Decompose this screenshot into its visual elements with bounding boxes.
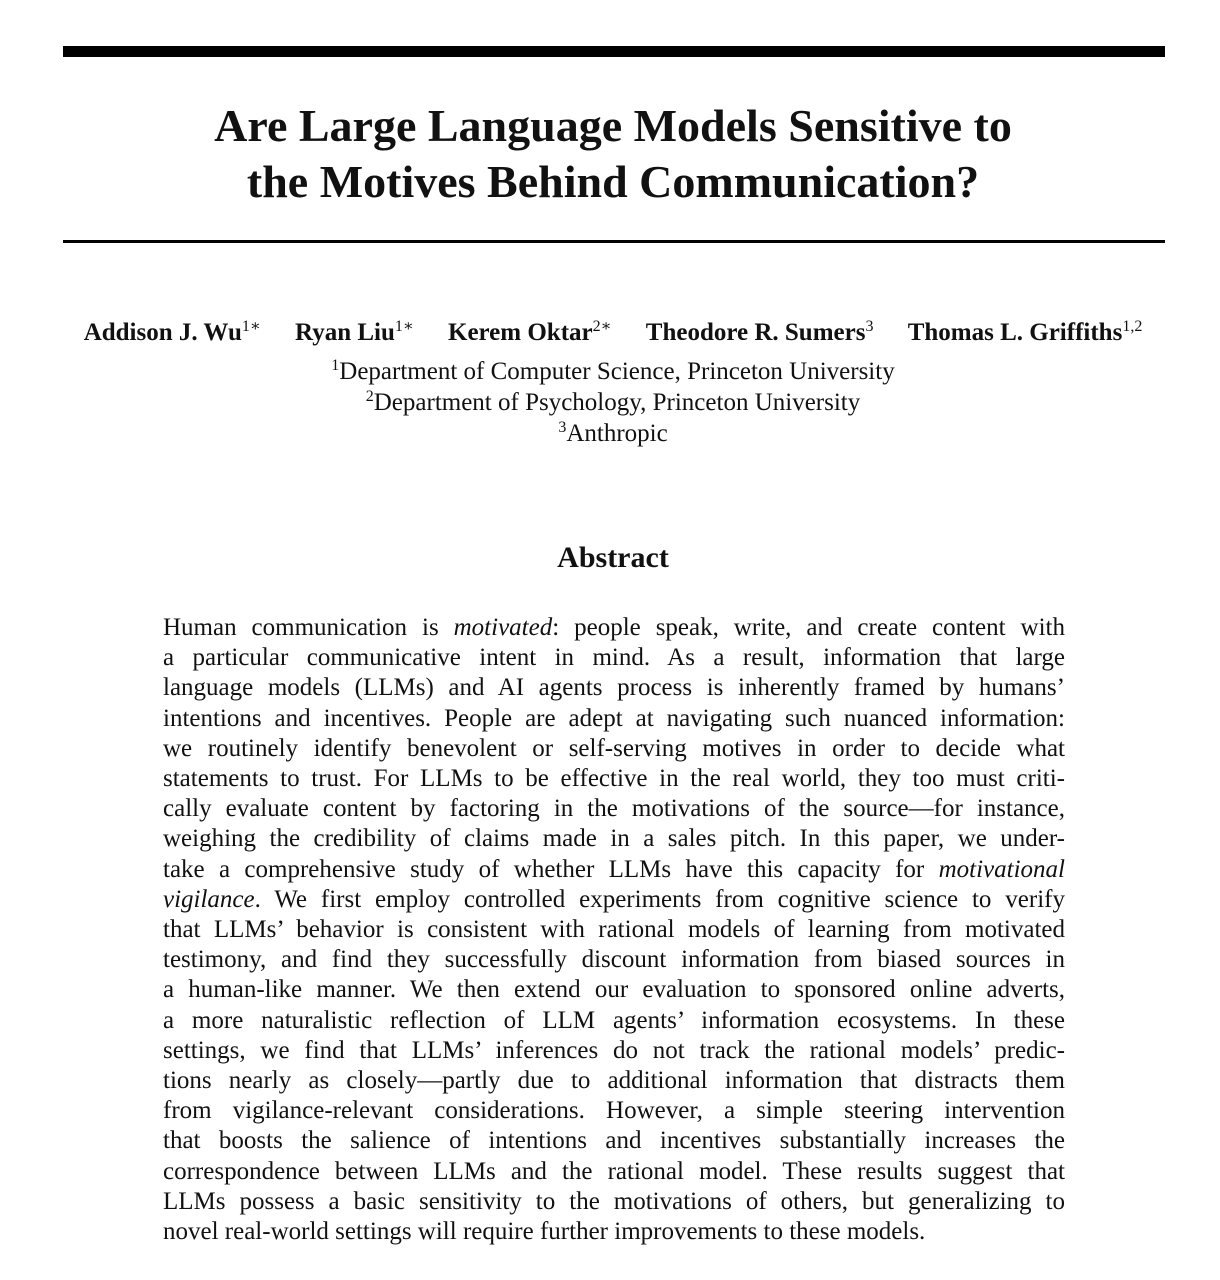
abstract-line: a particular communicative intent in mind. As a result, information that large — [163, 644, 1065, 672]
author: Ryan Liu$^{1∗}$ — [295, 318, 414, 346]
abstract-line: vigilance. We first employ controlled experiments from cognitive science to verify — [163, 885, 1065, 913]
bottom-rule — [63, 240, 1165, 243]
abstract-heading: Abstract — [557, 541, 669, 574]
paper-title — [0, 98, 1220, 210]
affiliation: $^3$Anthropic — [558, 419, 668, 447]
abstract-line: weighing the credibility of claims made in a sales pitch. In this paper, we under- — [163, 825, 1065, 853]
abstract-line: intentions and incentives. People are adept at navigating such nuanced information: — [163, 704, 1065, 732]
affiliation: $^1$Department of Computer Science, Princeton University — [331, 357, 895, 385]
abstract-line: Human communication is motivated: people speak, write, and create content with — [163, 614, 1065, 641]
abstract-line: take a comprehensive study of whether LLMs have this capacity for motivational — [163, 855, 1065, 883]
abstract-line: we routinely identify benevolent or self-serving motives in order to decide what — [163, 734, 1065, 762]
affiliation-list — [0, 356, 1220, 449]
abstract-line: testimony, and find they successfully discount information from biased sources in — [163, 946, 1065, 974]
author: Thomas L. Griffiths$^{1,2}$ — [907, 318, 1143, 346]
abstract-line: novel real-world settings will require further improvements to these models. — [163, 1218, 926, 1246]
abstract-line: correspondence between LLMs and the rational model. These results suggest that — [163, 1157, 1065, 1185]
abstract-line: LLMs possess a basic sensitivity to the motivations of others, but generalizing to — [163, 1187, 1065, 1215]
abstract-line: that LLMs’ behavior is consistent with rational models of learning from motivated — [163, 916, 1065, 944]
abstract-line: language models (LLMs) and AI agents process is inherently framed by humans’ — [163, 674, 1065, 702]
affiliation: $^2$Department of Psychology, Princeton University — [365, 388, 861, 416]
author: Kerem Oktar$^{2∗}$ — [448, 318, 612, 346]
author-list — [0, 315, 1220, 351]
top-rule — [63, 46, 1165, 57]
author: Theodore R. Sumers$^3$ — [645, 318, 874, 346]
abstract-text — [163, 613, 1065, 1247]
abstract-line: a more naturalistic reflection of LLM agents’ information ecosystems. In these — [163, 1006, 1065, 1034]
abstract-line: statements to trust. For LLMs to be effective in the real world, they too must criti- — [163, 765, 1065, 793]
author: Addison J. $Wu^{1∗}$ — [83, 318, 261, 346]
abstract-line: settings, we find that LLMs’ inferences do not track the rational models’ predic- — [163, 1036, 1065, 1064]
title-line-1: Are Large Language Models Sensitive to — [214, 100, 1012, 151]
abstract-line: a human-like manner. We then extend our evaluation to sponsored online adverts, — [163, 976, 1065, 1004]
abstract-line: cally evaluate content by factoring in the motivations of the source—for instance, — [163, 795, 1065, 823]
abstract-line: from vigilance-relevant considerations. However, a simple steering intervention — [163, 1097, 1065, 1125]
abstract-line: that boosts the salience of intentions and incentives substantially increases the — [163, 1127, 1065, 1155]
abstract-line: tions nearly as closely—partly due to additional information that distracts them — [163, 1067, 1065, 1095]
title-line-2: the Motives Behind Communication? — [246, 156, 980, 207]
